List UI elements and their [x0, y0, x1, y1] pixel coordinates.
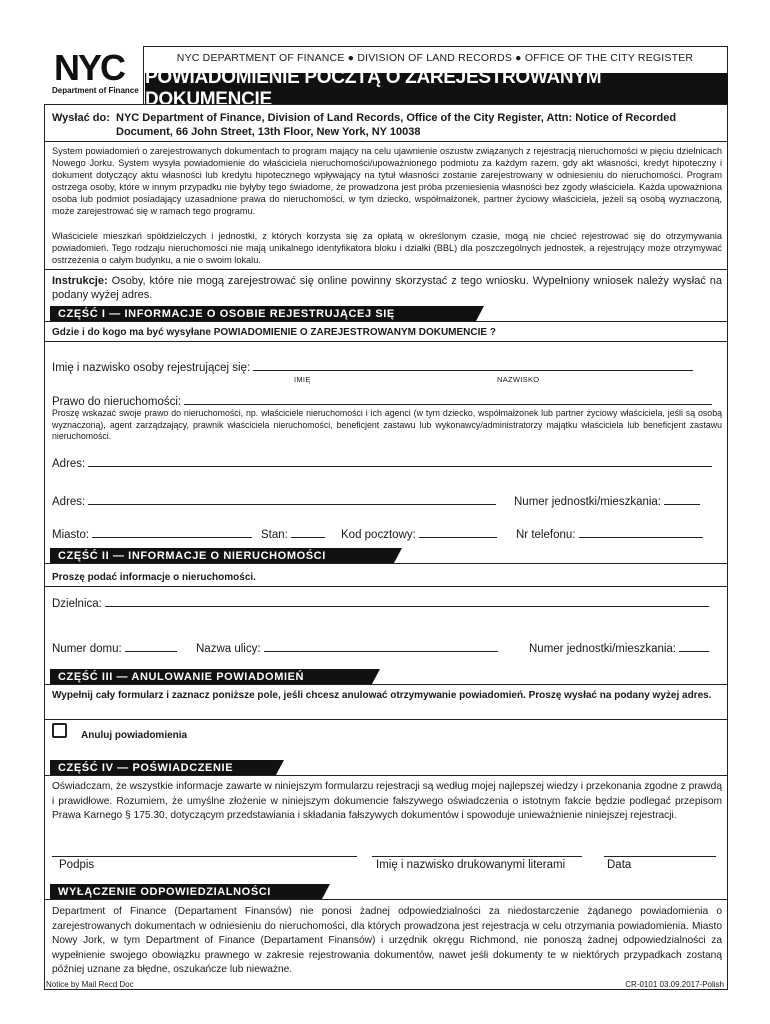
registrant-name-input[interactable] [253, 360, 693, 371]
part3-heading: CZĘŚĆ III — ANULOWANIE POWIADOMIEŃ [50, 669, 372, 684]
cancel-notifications-label: Anuluj powiadomienia [81, 730, 188, 741]
city-label: Miasto: [52, 529, 90, 541]
print-name-input[interactable] [372, 856, 582, 857]
phone-row [516, 527, 703, 541]
attestation-text: Oświadczam, że wszystkie informacje zawarte w niniejszym formularzu rejestracji są według mojej najlepszej wiedzy i przekonania zgodne z prawdą i prawidłowe. Rozumiem, że umyślne złożenie w niniejszym dokumencie fałszywego oświadczenia o istotnym fakcie będzie podlegać przepisom Prawa Karnego § 175.30, dotyczącym przedstawiania i składania fałszywych dokumentów i spowoduje unieważnienie niniejszej rejestracji. [52, 781, 722, 821]
address1-label: Adres: [52, 458, 86, 470]
logo-text: NYC [54, 47, 125, 88]
zip-input[interactable] [419, 527, 497, 538]
instructions [52, 274, 722, 302]
footer-form-code: CR-0101 03.09.2017-Polish [625, 980, 724, 989]
property-right-label: Prawo do nieruchomości: [52, 396, 182, 408]
send-to-address [116, 111, 722, 139]
form-title: POWIADOMIENIE POCZTĄ O ZAREJESTROWANYM DOKUMENCIE [145, 73, 728, 104]
first-name-caption: IMIĘ [294, 375, 311, 384]
borough-row [52, 596, 709, 610]
part2-heading: CZĘŚĆ II — INFORMACJE O NIERUCHOMOŚCI [50, 548, 394, 563]
street-label: Nazwa ulicy: [196, 643, 261, 655]
send-to-label: Wysłać do: [52, 112, 110, 124]
divider [44, 321, 728, 322]
property-unit-input[interactable] [679, 641, 709, 652]
state-label: Stan: [261, 529, 288, 541]
address2-row [52, 494, 496, 508]
part1-subheading: Gdzie i do kogo ma być wysyłane POWIADOMIENIE O ZAREJESTROWANYM DOKUMENCIE ? [52, 327, 496, 338]
street-input[interactable] [264, 641, 498, 652]
registrant-name-label: Imię i nazwisko osoby rejestrującej się: [52, 362, 251, 374]
property-right-hint: Proszę wskazać swoje prawo do nieruchomości, np. właściciele nieruchomości i ich agenci (w tym dziecko, współmałżonek lub partner życiowy właściciela, jeśli są osobą wyznaczoną), agent zarządzający, prawnik właściciela nieruchomości, beneficjent zastawu lub wykonawcy/administratorzy majątku właściciela lub beneficjent zastawu nieruchomości. [52, 408, 722, 441]
divider [44, 719, 728, 720]
property-unit-row [529, 641, 709, 655]
send-to-line2: Document, 66 John Street, 13th Floor, New York, NY 10038 [116, 126, 421, 138]
registrant-name-row [52, 360, 693, 374]
header-top-line: NYC DEPARTMENT OF FINANCE ● DIVISION OF LAND RECORDS ● OFFICE OF THE CITY REGISTER [176, 52, 694, 64]
unit-input[interactable] [664, 494, 700, 505]
property-right-row [52, 394, 712, 408]
print-name-label: Imię i nazwisko drukowanymi literami [376, 859, 566, 871]
borough-input[interactable] [105, 596, 709, 607]
address2-label: Adres: [52, 496, 86, 508]
unit-row [514, 494, 700, 508]
zip-row [341, 527, 497, 541]
footer-form-name: Notice by Mail Recd Doc [46, 980, 134, 989]
send-to-line1: NYC Department of Finance, Division of Land Records, Office of the City Register, Attn: Notice of Recorded [116, 112, 677, 124]
zip-label: Kod pocztowy: [341, 529, 416, 541]
nyc-logo [44, 46, 144, 104]
part4-heading: CZĘŚĆ IV — POŚWIADCZENIE [50, 760, 276, 775]
divider [44, 586, 728, 587]
property-unit-label: Numer jednostki/mieszkania: [529, 643, 677, 655]
divider [44, 563, 728, 564]
house-number-input[interactable] [125, 641, 177, 652]
house-number-row [52, 641, 177, 655]
borough-label: Dzielnica: [52, 598, 102, 610]
divider [44, 684, 728, 685]
house-number-label: Numer domu: [52, 643, 122, 655]
city-row [52, 527, 252, 541]
unit-label: Numer jednostki/mieszkania: [514, 496, 662, 508]
disclaimer-heading: WYŁĄCZENIE ODPOWIEDZIALNOŚCI [50, 884, 322, 899]
intro-paragraph-1: System powiadomień o zarejestrowanych dokumentach to program mający na celu ujawnienie oszustw związanych z rejestracją nieruchomości w pięciu dzielnicach Nowego Jorku. System wysyła powiadomienie do właściciela nieruchomości/upoważnionego podmiotu za każdym razem, gdy akt własności, kredyt hipoteczny i dokument dotyczący aktu własności lub kredytu hipotecznego wpływający na tytuł własności zostanie zarejestrowany w odniesieniu do nieruchomości. Program ostrzega osoby, które w innym przypadku nie byłyby tego świadome, że prowadzona jest próba przeniesienia własności bez zgody właściciela. Każda upoważniona osoba lub podmiot posiadający uzasadnione prawa do nieruchomości, w tym dziecko, współmałżonek, partner życiowy właściciela, jeżeli są osobą wyznaczoną, może zarejestrować się w ramach tego programu. [52, 146, 722, 216]
city-input[interactable] [92, 527, 252, 538]
disclaimer-text: Department of Finance (Departament Finansów) nie ponosi żadnej odpowiedzialności za niedostarczenie żądanego powiadomienia o zarejestrowanych dokumentach w odniesieniu do nieruchomości, dla których prowadzona jest rejestracja w celu otrzymania powiadomienia. Miasto Nowy Jork, w tym Department of Finance (Departament Finansów) i urzędnik okręgu Richmond, nie ponoszą żadnej odpowiedzialności za wypełnienie swojego obowiązku prawnego w zakresie rejestrowania dokumentów, nawet jeśli dokumenty te w niektórych przypadkach zostaną później uznane za błędne, oszukańcze lub nieważne. [52, 906, 722, 975]
divider [44, 141, 728, 142]
part2-subheading: Proszę podać informacje o nieruchomości. [52, 572, 256, 583]
divider [44, 269, 728, 270]
street-row [196, 641, 498, 655]
part3-subheading: Wypełnij cały formularz i zaznacz poniższe pole, jeśli chcesz anulować otrzymywanie powiadomień. Proszę wysłać na podany wyżej adres. [52, 690, 712, 701]
date-input[interactable] [604, 856, 716, 857]
address1-row [52, 456, 712, 470]
part1-heading: CZĘŚĆ I — INFORMACJE O OSOBIE REJESTRUJĄCEJ SIĘ [50, 306, 476, 321]
divider [44, 775, 728, 776]
phone-label: Nr telefonu: [516, 529, 576, 541]
instructions-label: Instrukcje: [52, 275, 108, 287]
divider [44, 104, 728, 105]
state-row [261, 527, 325, 541]
signature-input[interactable] [52, 856, 357, 857]
intro-paragraph-2: Właściciele mieszkań spółdzielczych i jednostki, z których korzysta się za opłatą w określonym czasie, mogą nie chcieć rejestrować się do otrzymywania powiadomień. Tego rodzaju nieruchomości nie mają unikalnego identyfikatora bloku i działki (BBL) dla poszczególnych jednostek, a rejestrujący może otrzymywać ostrzeżenia o całym budynku, a nie o swoim lokalu. [52, 231, 722, 265]
instructions-text: Osoby, które nie mogą zarejestrować się online powinny skorzystać z tego wniosku. Wypełniony wniosek należy wysłać na podany wyżej adres. [52, 275, 722, 301]
address1-input[interactable] [88, 456, 712, 467]
address2-input[interactable] [88, 494, 496, 505]
state-input[interactable] [291, 527, 325, 538]
last-name-caption: NAZWISKO [497, 375, 540, 384]
property-right-input[interactable] [184, 394, 712, 405]
divider [44, 899, 728, 900]
signature-label: Podpis [59, 859, 95, 871]
logo-dept: Department of Finance [52, 86, 139, 95]
phone-input[interactable] [579, 527, 703, 538]
cancel-notifications-checkbox[interactable] [52, 723, 67, 738]
divider [44, 341, 728, 342]
date-label: Data [607, 859, 632, 871]
